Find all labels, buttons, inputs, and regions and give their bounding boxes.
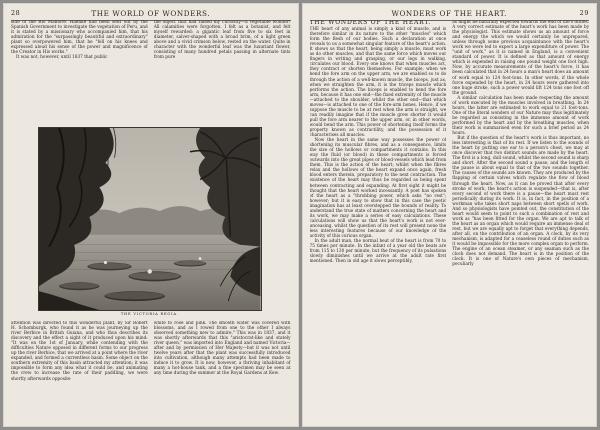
paragraph: THE heart of any animal is simply a kind of muscle, and is therefore similar in its nature to the other "muscles" which form the flesh of our bodies. Such a declaration at once reveals to us a somewhat singular feature of the heart's action. It shows us that the heart, being simply a muscle, must work as do other muscles, and that the same force which moves our fingers in writing and grasping, or our legs in walking, circulates our blood. Every one knows that when muscles act, they contract or shorten themselves. For example, when we bend the fore arm on the upper arm, we are enabled so to do through the action of a well-known muscle, the biceps, just as, when we straighten the arm, it is the triceps muscle which performs the action. The biceps is enabled to bend the fore arm, because it has one end—the fixed extremity of the muscle—attached to the shoulder, whilst the other end—that which moves—is attached to one of the fore-arm bones. Hence, if we suppose the muscle to be at rest when the arm is straight, we can readily imagine that if the muscle grew shorter it would pull the fore arm nearer to the upper arm, or, in other words, would bend the arm. This power of shortening itself forms the property known as contractility, and the possession of it characterises all muscles. bbox=[309, 27, 447, 139]
right-page-number: 29 bbox=[579, 9, 589, 17]
paragraph: In the adult man, the normal beat of the heart is from 70 to 75 times per minute. In the infant of a year old the beats are from 115 to 130 per minute, but the frequency of its pulsations slowly diminishes until we arrive at the adult rate first mentioned. Then in old age it slows perceptibly, bbox=[309, 239, 447, 265]
right-column-2 bbox=[452, 20, 589, 424]
paragraph: as might be naturally expected towards the end of life's duties. A very correct estimate of the heart's work has been made by the physiologist. This estimate shows us an amount of force and energy the which we would certainly be unprepared, unless through some previous acquaintance with the heart's work we were led to expect a large expenditure of power. The "unit of work," as it is named in England, is a convenient standard of power. It is defined as that amount of energy which is expended in raising one pound weight one foot high. Now, by accurate measurements of the heart's force, it has been calculated that in 24 hours a man's heart does an amount of work equal to 124 foot-tons. In other words, if the whole force expended by the heart, in 24 hours were gathered into one huge stroke, such a power would lift 124 tons one foot off the ground. bbox=[452, 20, 589, 96]
right-column-1 bbox=[310, 20, 447, 424]
right-page bbox=[302, 3, 598, 427]
right-running-title: WONDERS OF THE HEART. bbox=[391, 8, 508, 18]
paragraph: It was not, however, until 1837 that public bbox=[16, 55, 108, 61]
left-running-title: THE WORLD OF WONDERS. bbox=[91, 8, 211, 18]
paragraph: white to rose and pink. The smooth water was covered with blossoms, and as I rowed from one to the other I always observed something new to admire." This was in 1837, and it was shortly afterwards that this "aristocrat-like and stately river queen," was imported into England and named Victoria—after and by permission of Her Majesty—but it was not until twelve years after that the plant was successfully introduced into cultivation, although many attempts had been made to induce it to grow. It is now, however, a thriving inhabitant of many a hot-house tank, and a fine specimen may be seen at any time during the summer at the Royal Gardens at Kew. bbox=[153, 321, 291, 377]
paragraph: A similar calculation has been made respecting the amount of work executed by the muscles involved in breathing. In 24 hours, the latter are estimated to work equal to 21 foot-tons. One of the literal wonders of our Nature may thus legitimately be regarded as consisting in the immense amount of work performed by the heart and by the breathing muscles, when their work is summarised even for such a brief period as 24 hours. bbox=[452, 95, 589, 137]
victoria-regia-engraving bbox=[38, 127, 262, 311]
paragraph: Now the heart in the same way possesses the power of shortening its muscular fibres, and as a consequence, limits the size of the hollows or compartments it contains. In this way the fluid (or blood) in these compartments is forced outwards into the great pipes or blood-vessels which lead from them. This is the action of the heart; whilst when the fibres relax and the hollows of the heart expand once again, fresh blood enters therein, preparatory to the next contraction. The existence of the heart may thus be regarded as being spent between contracting and expanding. At first sight it might be thought that the heart worked incessantly. A poet has spoken of the heart as a "throbbing power, which asks "no rest"; however; but it is easy to show that in this case the poetic imagination has at least overstepped the bounds of reality. To understand the true state of matters concerning the heart and its work, we may make a series of easy calculations. These calculations will show us that the heart's work is not ever-unceasing, whilst the question of its rest will present none the less interesting features because of our knowledge of the activity of this curious organ. bbox=[309, 138, 447, 239]
section-title: THE WONDERS OF THE HEART. bbox=[309, 20, 431, 26]
left-page bbox=[3, 3, 299, 427]
paragraph: side of the Rio Mamoré. Haenke had been sent out by the Spanish Government to investigate the vegetation of Peru, and it is stated by a missionary who accompanied him, that his admiration for the "surpassingly beautiful and extraordinary" plant so overpowered him, that he "fell on his knees and expressed aloud his sense of the power and magnificence of the Creator in His works." bbox=[11, 20, 148, 56]
left-bottom-columns bbox=[11, 321, 291, 421]
paragraph: attention was directed to this wonderful plant, by Sir Robert H. Schomburgk, who found it as he was journeying up the river Berbice in British Guiana, and who thus describes its discovery and the effect a sight of it produced upon his mind: "It was on the 1st of January, while contending with the difficulties Nature opposed in different forms to our progress up the river Berbice, that we arrived at a point where the river expanded, and formed a currentless basin. Some object on the southern extremity of this basin attracted my attention; it was impossible to form any idea what it could be, and animating the crew to increase the rate of their paddling, we were shortly afterwards opposite bbox=[11, 321, 148, 382]
figure-caption: THE VICTORIA REGIA. bbox=[120, 312, 179, 316]
left-top-column-2 bbox=[154, 20, 291, 122]
left-top-columns bbox=[11, 20, 291, 122]
left-bottom-column-2 bbox=[154, 321, 291, 421]
right-columns bbox=[310, 20, 590, 424]
book-spread bbox=[3, 3, 597, 427]
left-page-number: 28 bbox=[11, 9, 21, 17]
left-bottom-column-1 bbox=[11, 321, 148, 421]
left-top-column-1 bbox=[11, 20, 148, 122]
paragraph: But if the question of the heart's work is thus important, no less interesting is that of its rest. If we listen to the sounds of the heart by putting one ear to a person's chest, we may at once discover that two distinct sounds are made by the heart. The first is a long, dull sound, whilst the second sound is sharp and short. After the second sound a pause, and the length of the pause is about equal to that of the two sounds together. The causes of the sounds are known. They are produced by the flapping of certain valves which regulate the flow of blood through the heart. Now, as it can be proved that after every stroke of work, the heart's action is suspended—that is, after every second of work there is a pause—the heart must rest periodically during its work. It is, in fact, in the position of a workman who takes short naps between short spells of work. And so physiologists have pointed out, the constitution of the heart would seem to point to such a combination of rest and work as "has been fitted for the organ. We are apt to talk of the heart as an organ which would require an immense deal of rest, but we are equally apt to forget that everything depends, after all, on the contribution of an organ. A clock, by its very mechanism, is adapted for a ceaseless round of duties such as it would be impossible for the more complex organ to perform. The engine of an ocean steamer, or any seaman such as the clock does not demand. The heart is in the position of the clock. It is one of Nature's own pieces of mechanism, peculiarly bbox=[452, 136, 589, 268]
victoria-regia-figure bbox=[38, 127, 262, 319]
paragraph: the object that had raised my curiosity—a vegetable wonder! All calamities were forgotten. I felt as a botanist, and felt myself rewarded: a gigantic leaf from five to six feet in diameter, salver-shaped with a broad brim, of a light green above and a vivid crimson below, rested on the water. Quite in character with the wonderful leaf was the luxuriant flower, consisting of many hundred petals passing in alternate tints from pure bbox=[153, 20, 291, 61]
